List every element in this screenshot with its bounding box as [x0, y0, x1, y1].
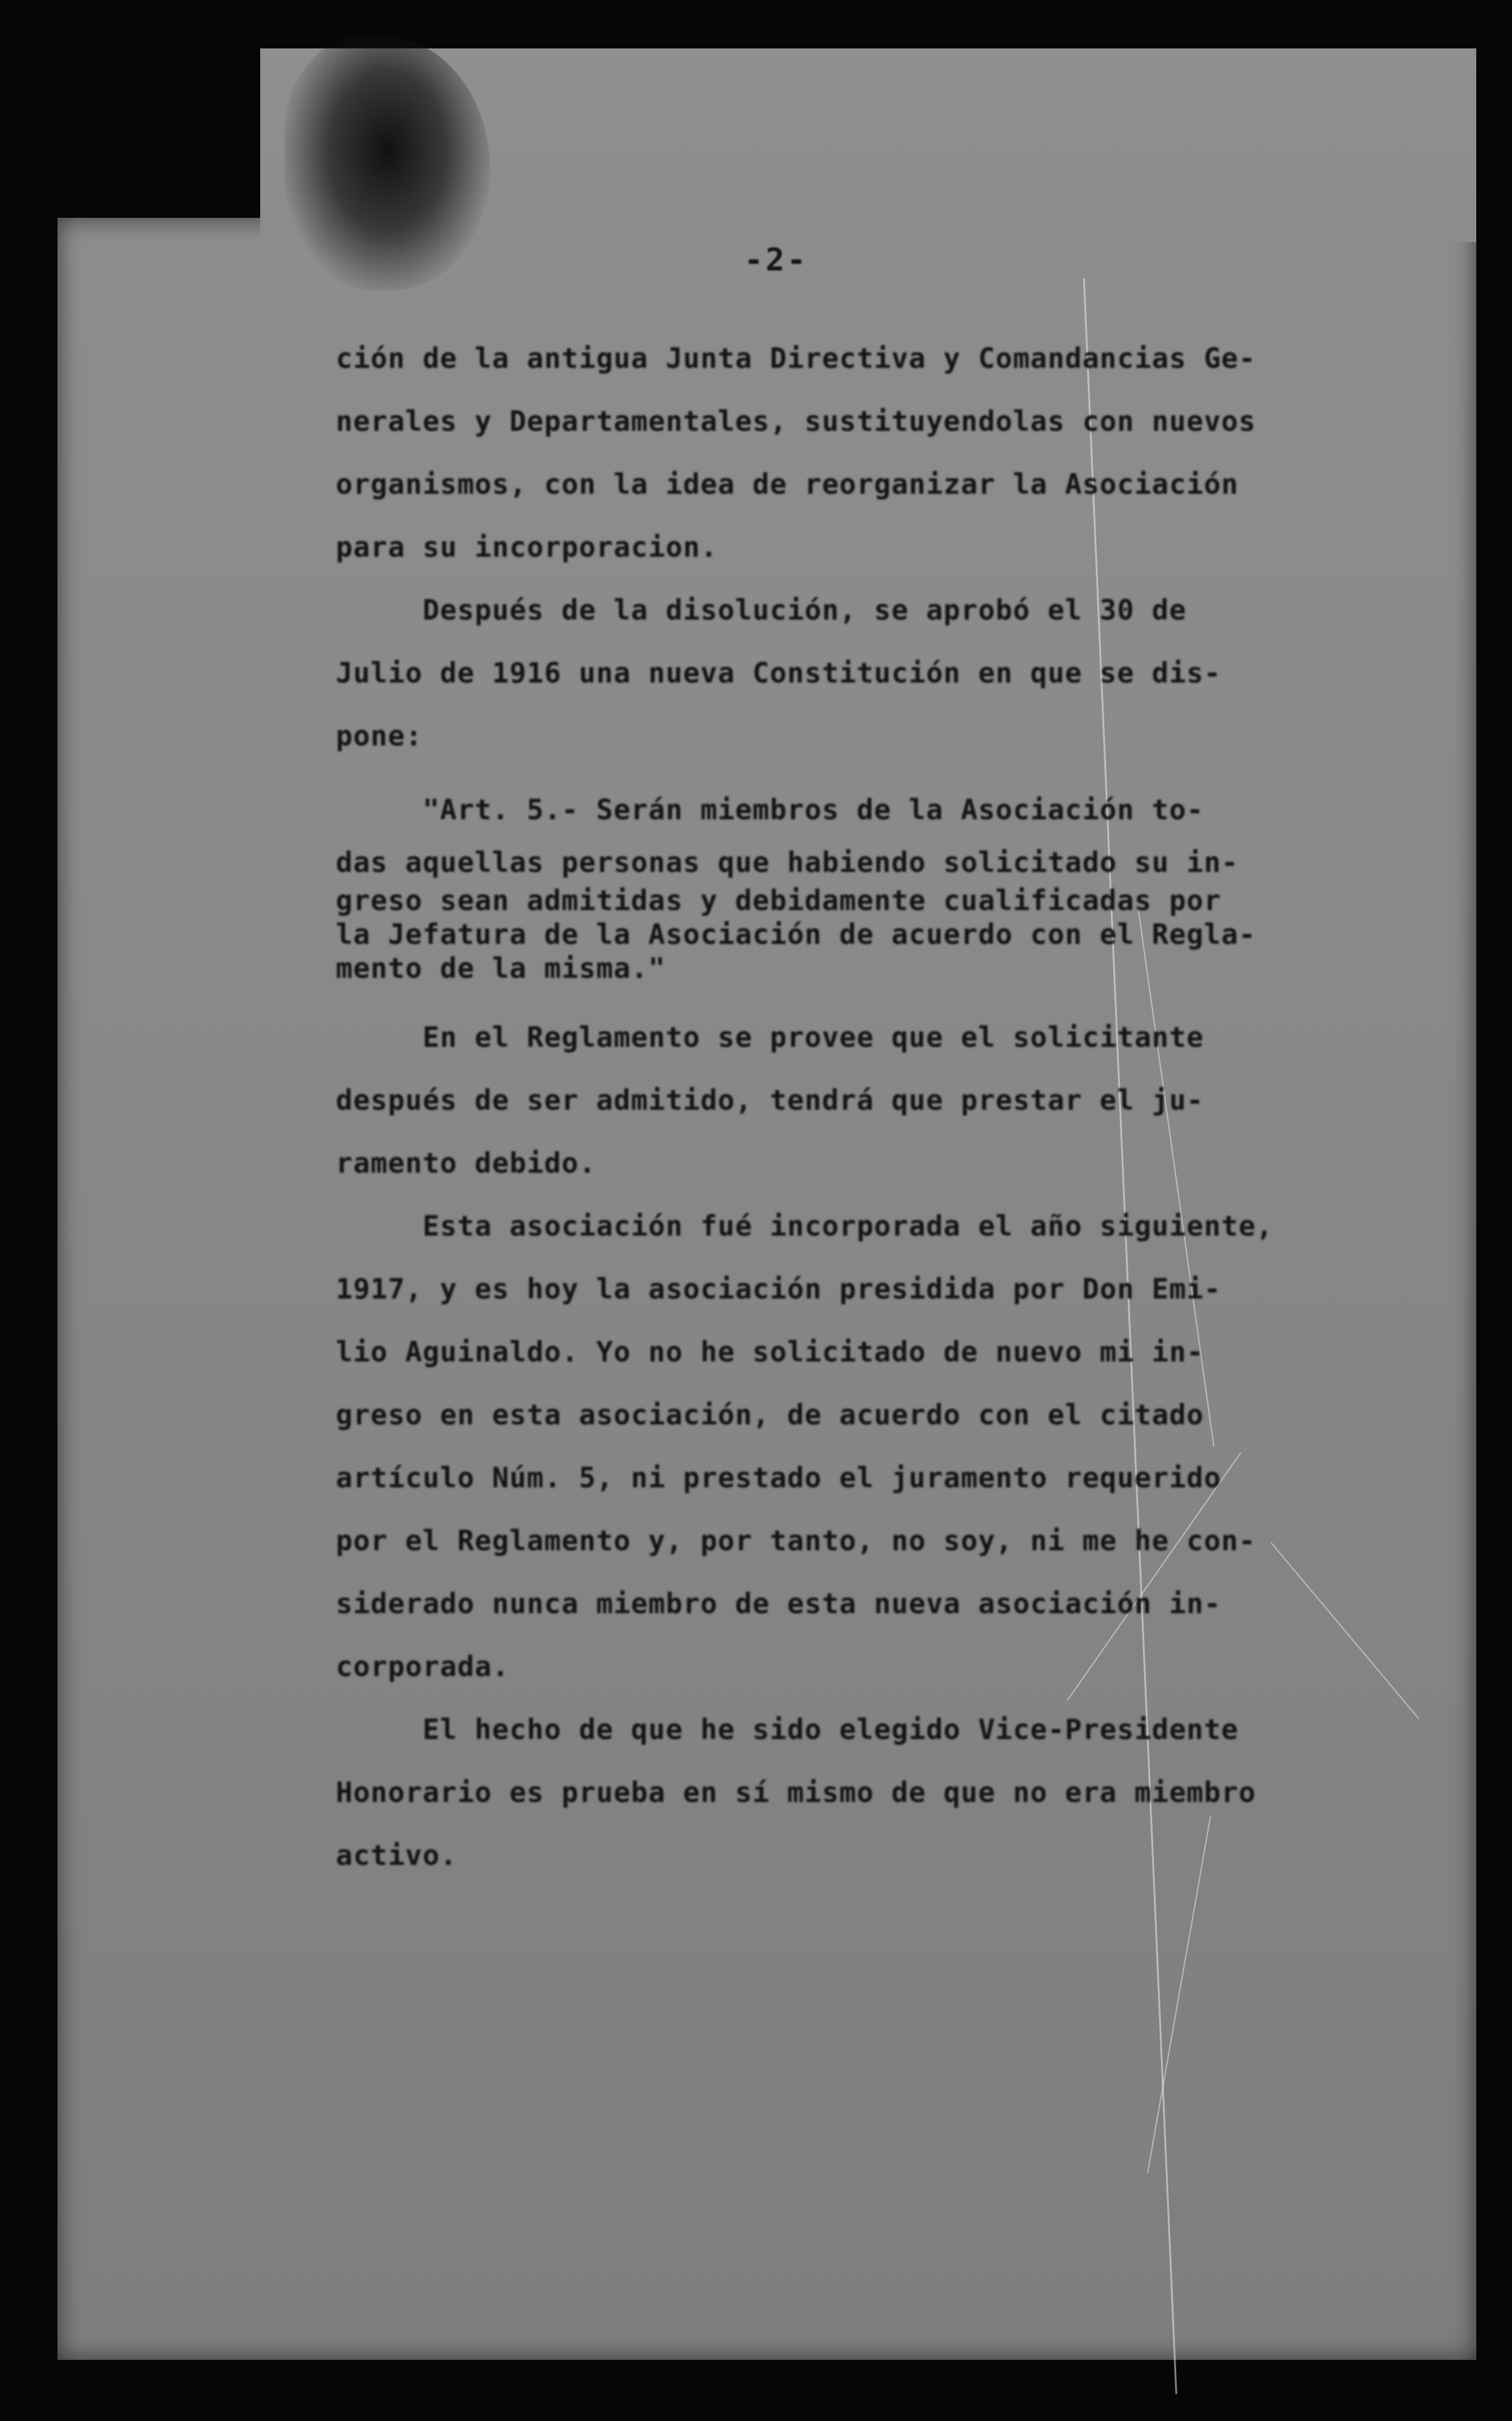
text-line: artículo Núm. 5, ni prestado el juramento requerido: [336, 1461, 1222, 1494]
quoted-article: [336, 778, 1322, 985]
text-line: activo.: [336, 1839, 457, 1872]
text-line: Después de la disolución, se aprobó el 30 de: [336, 594, 1187, 626]
text-line: das aquellas personas que habiendo solicitado su in-: [336, 846, 1239, 879]
text-line: Julio de 1916 una nueva Constitución en que se dis-: [336, 657, 1222, 689]
text-line: ramento debido.: [336, 1147, 597, 1179]
text-line: mento de la misma.": [336, 952, 666, 984]
text-line: pone:: [336, 719, 423, 752]
text-line: Esta asociación fué incorporada el año siguiente,: [336, 1210, 1274, 1242]
text-line: Honorario es prueba en sí mismo de que no era miembro: [336, 1776, 1256, 1809]
page-number: -2-: [744, 242, 808, 278]
text-line: El hecho de que he sido elegido Vice-Presidente: [336, 1713, 1239, 1746]
paragraph-5: [336, 1698, 1322, 1887]
text-line: la Jefatura de la Asociación de acuerdo con el Regla-: [336, 918, 1256, 951]
document-body: [336, 327, 1322, 1887]
text-line: organismos, con la idea de reorganizar la Asociación: [336, 468, 1239, 500]
text-line: nerales y Departamentales, sustituyendolas con nuevos: [336, 405, 1256, 437]
text-line: por el Reglamento y, por tanto, no soy, ni me he con-: [336, 1524, 1256, 1557]
text-line: corporada.: [336, 1650, 509, 1683]
text-line: después de ser admitido, tendrá que prestar el ju-: [336, 1084, 1204, 1116]
paragraph-4: [336, 1194, 1322, 1698]
text-line: greso en esta asociación, de acuerdo con el citado: [336, 1398, 1204, 1431]
text-line: greso sean admitidas y debidamente cualificadas por: [336, 884, 1222, 917]
paragraph-2: [336, 578, 1322, 767]
text-line: "Art. 5.- Serán miembros de la Asociación to-: [336, 793, 1204, 826]
text-line: En el Reglamento se provee que el solicitante: [336, 1021, 1204, 1053]
text-line: para su incorporacion.: [336, 531, 718, 563]
paragraph-3: [336, 1006, 1322, 1194]
text-line: ción de la antigua Junta Directiva y Comandancias Ge-: [336, 342, 1256, 375]
text-line: siderado nunca miembro de esta nueva asociación in-: [336, 1587, 1222, 1620]
paragraph-1: [336, 327, 1322, 578]
text-line: lio Aguinaldo. Yo no he solicitado de nuevo mi in-: [336, 1335, 1204, 1368]
text-line: 1917, y es hoy la asociación presidida por Don Emi-: [336, 1273, 1222, 1305]
